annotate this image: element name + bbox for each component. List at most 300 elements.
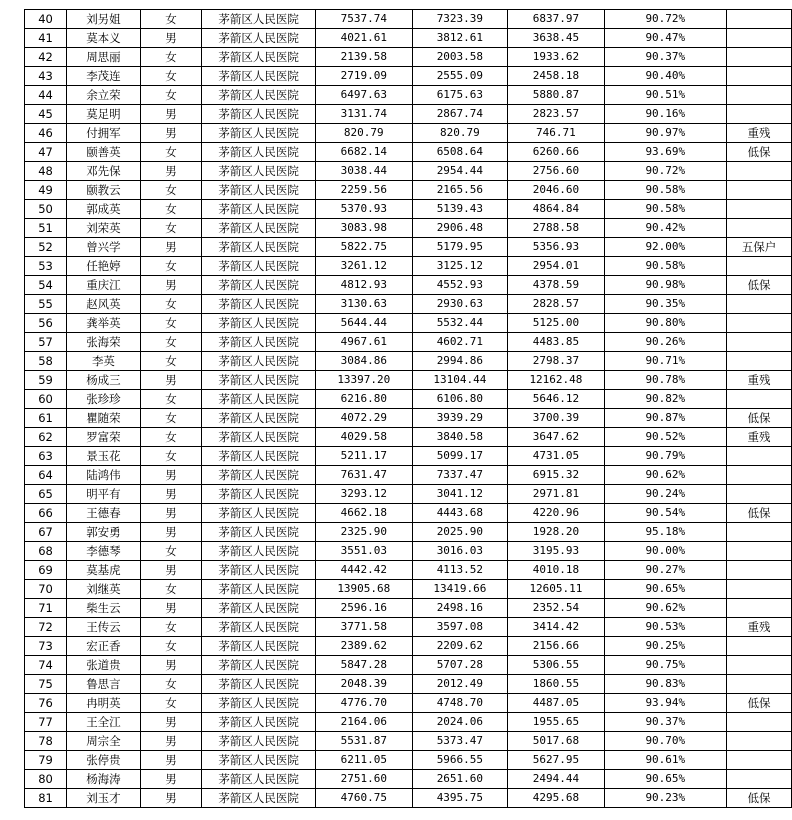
amount-reimbursed-cell: 4378.59: [508, 276, 605, 295]
ratio-cell: 92.00%: [604, 238, 726, 257]
amount-eligible-cell: 7337.47: [412, 466, 508, 485]
name-cell: 张珍珍: [67, 390, 141, 409]
ratio-cell: 90.70%: [604, 732, 726, 751]
sex-cell: 男: [140, 713, 201, 732]
amount-reimbursed-cell: 3638.45: [508, 29, 605, 48]
ratio-cell: 90.52%: [604, 428, 726, 447]
amount-eligible-cell: 4602.71: [412, 333, 508, 352]
hospital-cell: 茅箭区人民医院: [202, 428, 316, 447]
name-cell: 景玉花: [67, 447, 141, 466]
name-cell: 柴生云: [67, 599, 141, 618]
amount-total-cell: 5847.28: [316, 656, 413, 675]
note-cell: [726, 675, 791, 694]
ratio-cell: 90.87%: [604, 409, 726, 428]
sex-cell: 女: [140, 333, 201, 352]
row-number-cell: 58: [25, 352, 67, 371]
note-cell: [726, 352, 791, 371]
sex-cell: 男: [140, 504, 201, 523]
amount-total-cell: 4812.93: [316, 276, 413, 295]
amount-reimbursed-cell: 1928.20: [508, 523, 605, 542]
amount-reimbursed-cell: 4295.68: [508, 789, 605, 808]
name-cell: 莫基虎: [67, 561, 141, 580]
name-cell: 周思丽: [67, 48, 141, 67]
ratio-cell: 90.26%: [604, 333, 726, 352]
amount-reimbursed-cell: 5627.95: [508, 751, 605, 770]
amount-total-cell: 13397.20: [316, 371, 413, 390]
table-row: [25, 48, 792, 67]
row-number-cell: 56: [25, 314, 67, 333]
amount-total-cell: 3771.58: [316, 618, 413, 637]
sex-cell: 女: [140, 675, 201, 694]
row-number-cell: 62: [25, 428, 67, 447]
amount-total-cell: 3084.86: [316, 352, 413, 371]
name-cell: 莫足明: [67, 105, 141, 124]
note-cell: [726, 200, 791, 219]
data-table: [24, 9, 792, 808]
row-number-cell: 74: [25, 656, 67, 675]
amount-eligible-cell: 820.79: [412, 124, 508, 143]
name-cell: 王传云: [67, 618, 141, 637]
hospital-cell: 茅箭区人民医院: [202, 390, 316, 409]
name-cell: 鲁思言: [67, 675, 141, 694]
table-row: [25, 371, 792, 390]
ratio-cell: 90.51%: [604, 86, 726, 105]
amount-total-cell: 3131.74: [316, 105, 413, 124]
name-cell: 刘玉才: [67, 789, 141, 808]
sex-cell: 女: [140, 580, 201, 599]
row-number-cell: 47: [25, 143, 67, 162]
ratio-cell: 90.72%: [604, 162, 726, 181]
note-cell: [726, 751, 791, 770]
hospital-cell: 茅箭区人民医院: [202, 67, 316, 86]
amount-total-cell: 3083.98: [316, 219, 413, 238]
ratio-cell: 90.79%: [604, 447, 726, 466]
amount-eligible-cell: 5139.43: [412, 200, 508, 219]
sex-cell: 女: [140, 67, 201, 86]
note-cell: [726, 732, 791, 751]
hospital-cell: 茅箭区人民医院: [202, 409, 316, 428]
row-number-cell: 81: [25, 789, 67, 808]
amount-reimbursed-cell: 2494.44: [508, 770, 605, 789]
amount-eligible-cell: 3812.61: [412, 29, 508, 48]
amount-reimbursed-cell: 2798.37: [508, 352, 605, 371]
hospital-cell: 茅箭区人民医院: [202, 29, 316, 48]
note-cell: 低保: [726, 143, 791, 162]
row-number-cell: 67: [25, 523, 67, 542]
amount-reimbursed-cell: 5646.12: [508, 390, 605, 409]
sex-cell: 男: [140, 105, 201, 124]
amount-total-cell: 4029.58: [316, 428, 413, 447]
note-cell: [726, 105, 791, 124]
ratio-cell: 93.69%: [604, 143, 726, 162]
name-cell: 任艳婷: [67, 257, 141, 276]
row-number-cell: 75: [25, 675, 67, 694]
name-cell: 宏正香: [67, 637, 141, 656]
sex-cell: 男: [140, 732, 201, 751]
hospital-cell: 茅箭区人民医院: [202, 105, 316, 124]
ratio-cell: 90.16%: [604, 105, 726, 124]
note-cell: 低保: [726, 276, 791, 295]
row-number-cell: 63: [25, 447, 67, 466]
row-number-cell: 41: [25, 29, 67, 48]
amount-reimbursed-cell: 4010.18: [508, 561, 605, 580]
note-cell: [726, 561, 791, 580]
amount-reimbursed-cell: 12162.48: [508, 371, 605, 390]
amount-eligible-cell: 3125.12: [412, 257, 508, 276]
hospital-cell: 茅箭区人民医院: [202, 276, 316, 295]
amount-eligible-cell: 2003.58: [412, 48, 508, 67]
name-cell: 赵风英: [67, 295, 141, 314]
amount-total-cell: 5211.17: [316, 447, 413, 466]
table-row: [25, 770, 792, 789]
amount-reimbursed-cell: 2954.01: [508, 257, 605, 276]
hospital-cell: 茅箭区人民医院: [202, 542, 316, 561]
hospital-cell: 茅箭区人民医院: [202, 143, 316, 162]
table-row: [25, 181, 792, 200]
ratio-cell: 93.94%: [604, 694, 726, 713]
table-row: [25, 561, 792, 580]
table-row: [25, 618, 792, 637]
table-row: [25, 466, 792, 485]
note-cell: [726, 637, 791, 656]
amount-total-cell: 2719.09: [316, 67, 413, 86]
name-cell: 余立荣: [67, 86, 141, 105]
amount-eligible-cell: 2867.74: [412, 105, 508, 124]
amount-total-cell: 2751.60: [316, 770, 413, 789]
sex-cell: 女: [140, 314, 201, 333]
note-cell: [726, 466, 791, 485]
amount-total-cell: 2164.06: [316, 713, 413, 732]
ratio-cell: 90.75%: [604, 656, 726, 675]
table-row: [25, 485, 792, 504]
amount-reimbursed-cell: 5356.93: [508, 238, 605, 257]
row-number-cell: 53: [25, 257, 67, 276]
amount-total-cell: 6682.14: [316, 143, 413, 162]
sex-cell: 女: [140, 143, 201, 162]
hospital-cell: 茅箭区人民医院: [202, 694, 316, 713]
row-number-cell: 48: [25, 162, 67, 181]
name-cell: 王德春: [67, 504, 141, 523]
row-number-cell: 73: [25, 637, 67, 656]
table-row: [25, 751, 792, 770]
row-number-cell: 57: [25, 333, 67, 352]
amount-total-cell: 2139.58: [316, 48, 413, 67]
sex-cell: 女: [140, 86, 201, 105]
name-cell: 付拥军: [67, 124, 141, 143]
ratio-cell: 90.37%: [604, 713, 726, 732]
ratio-cell: 90.97%: [604, 124, 726, 143]
ratio-cell: 90.53%: [604, 618, 726, 637]
amount-eligible-cell: 2994.86: [412, 352, 508, 371]
note-cell: 五保户: [726, 238, 791, 257]
name-cell: 周宗全: [67, 732, 141, 751]
sex-cell: 女: [140, 200, 201, 219]
amount-reimbursed-cell: 2756.60: [508, 162, 605, 181]
sex-cell: 女: [140, 48, 201, 67]
sex-cell: 女: [140, 181, 201, 200]
name-cell: 邓先保: [67, 162, 141, 181]
sex-cell: 男: [140, 276, 201, 295]
name-cell: 颐教云: [67, 181, 141, 200]
amount-reimbursed-cell: 2823.57: [508, 105, 605, 124]
note-cell: [726, 390, 791, 409]
sex-cell: 女: [140, 352, 201, 371]
sex-cell: 男: [140, 29, 201, 48]
amount-reimbursed-cell: 4864.84: [508, 200, 605, 219]
ratio-cell: 90.58%: [604, 181, 726, 200]
amount-eligible-cell: 3597.08: [412, 618, 508, 637]
ratio-cell: 90.23%: [604, 789, 726, 808]
sex-cell: 女: [140, 447, 201, 466]
amount-eligible-cell: 5099.17: [412, 447, 508, 466]
sex-cell: 女: [140, 10, 201, 29]
name-cell: 明平有: [67, 485, 141, 504]
row-number-cell: 70: [25, 580, 67, 599]
note-cell: 低保: [726, 409, 791, 428]
row-number-cell: 52: [25, 238, 67, 257]
amount-eligible-cell: 2012.49: [412, 675, 508, 694]
name-cell: 曾兴学: [67, 238, 141, 257]
amount-total-cell: 5370.93: [316, 200, 413, 219]
note-cell: [726, 580, 791, 599]
amount-reimbursed-cell: 2788.58: [508, 219, 605, 238]
ratio-cell: 90.62%: [604, 466, 726, 485]
table-row: [25, 694, 792, 713]
amount-reimbursed-cell: 5017.68: [508, 732, 605, 751]
table-row: [25, 713, 792, 732]
note-cell: [726, 29, 791, 48]
table-row: [25, 200, 792, 219]
hospital-cell: 茅箭区人民医院: [202, 371, 316, 390]
hospital-cell: 茅箭区人民医院: [202, 656, 316, 675]
table-row: [25, 732, 792, 751]
hospital-cell: 茅箭区人民医院: [202, 352, 316, 371]
ratio-cell: 90.24%: [604, 485, 726, 504]
amount-eligible-cell: 4552.93: [412, 276, 508, 295]
sex-cell: 男: [140, 656, 201, 675]
note-cell: [726, 542, 791, 561]
amount-total-cell: 4662.18: [316, 504, 413, 523]
table-row: [25, 637, 792, 656]
hospital-cell: 茅箭区人民医院: [202, 732, 316, 751]
name-cell: 重庆江: [67, 276, 141, 295]
amount-total-cell: 3261.12: [316, 257, 413, 276]
note-cell: 低保: [726, 694, 791, 713]
amount-total-cell: 5531.87: [316, 732, 413, 751]
table-row: [25, 390, 792, 409]
amount-total-cell: 2596.16: [316, 599, 413, 618]
amount-eligible-cell: 13419.66: [412, 580, 508, 599]
row-number-cell: 64: [25, 466, 67, 485]
sex-cell: 女: [140, 637, 201, 656]
table-row: [25, 143, 792, 162]
amount-reimbursed-cell: 2828.57: [508, 295, 605, 314]
row-number-cell: 65: [25, 485, 67, 504]
name-cell: 王全江: [67, 713, 141, 732]
hospital-cell: 茅箭区人民医院: [202, 181, 316, 200]
amount-reimbursed-cell: 1955.65: [508, 713, 605, 732]
sex-cell: 男: [140, 770, 201, 789]
row-number-cell: 59: [25, 371, 67, 390]
table-body: [25, 10, 792, 808]
note-cell: [726, 770, 791, 789]
row-number-cell: 78: [25, 732, 67, 751]
amount-total-cell: 4021.61: [316, 29, 413, 48]
ratio-cell: 90.47%: [604, 29, 726, 48]
amount-reimbursed-cell: 2156.66: [508, 637, 605, 656]
note-cell: [726, 333, 791, 352]
sex-cell: 女: [140, 428, 201, 447]
note-cell: [726, 656, 791, 675]
sex-cell: 男: [140, 789, 201, 808]
sex-cell: 男: [140, 238, 201, 257]
amount-total-cell: 4760.75: [316, 789, 413, 808]
row-number-cell: 49: [25, 181, 67, 200]
sex-cell: 女: [140, 618, 201, 637]
table-row: [25, 257, 792, 276]
name-cell: 刘荣英: [67, 219, 141, 238]
amount-reimbursed-cell: 2458.18: [508, 67, 605, 86]
amount-eligible-cell: 13104.44: [412, 371, 508, 390]
note-cell: 重残: [726, 618, 791, 637]
table-row: [25, 409, 792, 428]
table-row: [25, 219, 792, 238]
note-cell: [726, 447, 791, 466]
note-cell: [726, 295, 791, 314]
sex-cell: 女: [140, 219, 201, 238]
name-cell: 刘继英: [67, 580, 141, 599]
amount-eligible-cell: 2025.90: [412, 523, 508, 542]
amount-reimbursed-cell: 4487.05: [508, 694, 605, 713]
ratio-cell: 90.25%: [604, 637, 726, 656]
amount-total-cell: 7537.74: [316, 10, 413, 29]
sex-cell: 男: [140, 561, 201, 580]
table-row: [25, 86, 792, 105]
table-row: [25, 333, 792, 352]
amount-eligible-cell: 3840.58: [412, 428, 508, 447]
amount-total-cell: 5822.75: [316, 238, 413, 257]
ratio-cell: 90.98%: [604, 276, 726, 295]
hospital-cell: 茅箭区人民医院: [202, 713, 316, 732]
table-row: [25, 29, 792, 48]
amount-total-cell: 6497.63: [316, 86, 413, 105]
amount-reimbursed-cell: 6915.32: [508, 466, 605, 485]
sex-cell: 男: [140, 162, 201, 181]
name-cell: 刘另姐: [67, 10, 141, 29]
amount-eligible-cell: 5373.47: [412, 732, 508, 751]
table-row: [25, 352, 792, 371]
sex-cell: 男: [140, 485, 201, 504]
ratio-cell: 90.37%: [604, 48, 726, 67]
table-row: [25, 504, 792, 523]
table-row: [25, 162, 792, 181]
note-cell: [726, 713, 791, 732]
amount-eligible-cell: 5532.44: [412, 314, 508, 333]
amount-eligible-cell: 4748.70: [412, 694, 508, 713]
amount-total-cell: 2325.90: [316, 523, 413, 542]
hospital-cell: 茅箭区人民医院: [202, 580, 316, 599]
table-row: [25, 10, 792, 29]
table-row: [25, 542, 792, 561]
row-number-cell: 69: [25, 561, 67, 580]
amount-reimbursed-cell: 5306.55: [508, 656, 605, 675]
amount-eligible-cell: 4443.68: [412, 504, 508, 523]
ratio-cell: 90.71%: [604, 352, 726, 371]
name-cell: 杨成三: [67, 371, 141, 390]
ratio-cell: 90.40%: [604, 67, 726, 86]
amount-eligible-cell: 6175.63: [412, 86, 508, 105]
amount-eligible-cell: 2954.44: [412, 162, 508, 181]
amount-eligible-cell: 5179.95: [412, 238, 508, 257]
sex-cell: 女: [140, 694, 201, 713]
amount-total-cell: 3293.12: [316, 485, 413, 504]
ratio-cell: 90.80%: [604, 314, 726, 333]
hospital-cell: 茅箭区人民医院: [202, 333, 316, 352]
hospital-cell: 茅箭区人民医院: [202, 314, 316, 333]
ratio-cell: 90.58%: [604, 257, 726, 276]
amount-total-cell: 5644.44: [316, 314, 413, 333]
amount-eligible-cell: 6106.80: [412, 390, 508, 409]
table-row: [25, 295, 792, 314]
note-cell: [726, 523, 791, 542]
sex-cell: 男: [140, 751, 201, 770]
name-cell: 张停贵: [67, 751, 141, 770]
table-row: [25, 124, 792, 143]
hospital-cell: 茅箭区人民医院: [202, 124, 316, 143]
hospital-cell: 茅箭区人民医院: [202, 200, 316, 219]
table-row: [25, 238, 792, 257]
name-cell: 李英: [67, 352, 141, 371]
row-number-cell: 43: [25, 67, 67, 86]
row-number-cell: 40: [25, 10, 67, 29]
row-number-cell: 54: [25, 276, 67, 295]
hospital-cell: 茅箭区人民医院: [202, 618, 316, 637]
note-cell: [726, 314, 791, 333]
ratio-cell: 90.27%: [604, 561, 726, 580]
amount-reimbursed-cell: 5880.87: [508, 86, 605, 105]
amount-eligible-cell: 3939.29: [412, 409, 508, 428]
note-cell: 低保: [726, 789, 791, 808]
hospital-cell: 茅箭区人民医院: [202, 751, 316, 770]
row-number-cell: 66: [25, 504, 67, 523]
amount-reimbursed-cell: 1860.55: [508, 675, 605, 694]
table-row: [25, 105, 792, 124]
amount-eligible-cell: 2930.63: [412, 295, 508, 314]
name-cell: 李德琴: [67, 542, 141, 561]
ratio-cell: 90.65%: [604, 580, 726, 599]
hospital-cell: 茅箭区人民医院: [202, 295, 316, 314]
table-row: [25, 428, 792, 447]
ratio-cell: 90.65%: [604, 770, 726, 789]
amount-reimbursed-cell: 12605.11: [508, 580, 605, 599]
amount-eligible-cell: 7323.39: [412, 10, 508, 29]
note-cell: [726, 10, 791, 29]
amount-reimbursed-cell: 5125.00: [508, 314, 605, 333]
sex-cell: 男: [140, 466, 201, 485]
amount-total-cell: 2259.56: [316, 181, 413, 200]
amount-eligible-cell: 2651.60: [412, 770, 508, 789]
amount-reimbursed-cell: 1933.62: [508, 48, 605, 67]
table-row: [25, 276, 792, 295]
hospital-cell: 茅箭区人民医院: [202, 86, 316, 105]
name-cell: 莫本义: [67, 29, 141, 48]
hospital-cell: 茅箭区人民医院: [202, 48, 316, 67]
ratio-cell: 90.00%: [604, 542, 726, 561]
amount-total-cell: 3130.63: [316, 295, 413, 314]
name-cell: 陆鸿伟: [67, 466, 141, 485]
amount-eligible-cell: 2906.48: [412, 219, 508, 238]
table-row: [25, 599, 792, 618]
